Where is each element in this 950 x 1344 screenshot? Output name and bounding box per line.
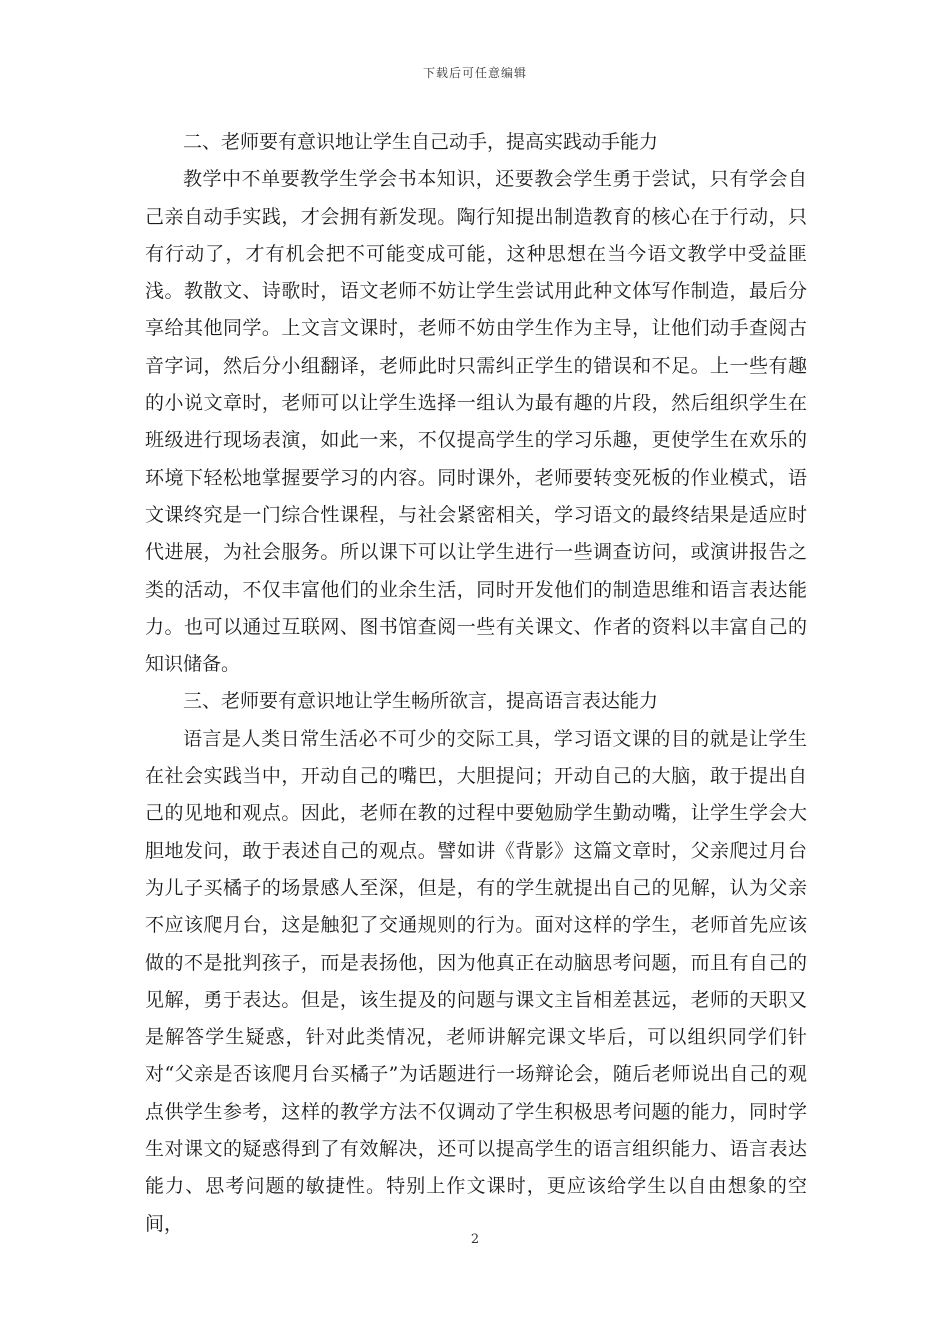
section-heading: 三、老师要有意识地让学生畅所欲言，提高语言表达能力 xyxy=(183,690,659,713)
page-number: 2 xyxy=(470,1232,480,1247)
section-paragraph: 教学中不单要教学生学会书本知识，还要教会学生勇于尝试，只有学会自己亲自动手实践，才会拥有新发现。陶行知提出制造教育的核心在于行动，只有行动了，才有机会把不可能变成可能，这种思想在当今语文教学中受益匪浅。教散文、诗歌时，语文老师不妨让学生尝试用此种文体写作制造，最后分享给其他同学。上文言文课时，老师不妨由学生作为主导，让他们动手查阅古音字词，然后分小组翻译，老师此时只需纠正学生的错误和不足。上一些有趣的小说文章时，老师可以让学生选择一组认为最有趣的片段，然后组织学生在班级进行现场表演，如此一来，不仅提高学生的学习乐趣，更使学生在欢乐的环境下轻松地掌握要学习的内容。同时课外，老师要转变死板的作业模式，语文课终究是一门综合性课程，与社会紧密相关，学习语文的最终结果是适应时代进展，为社会服务。所以课下可以让学生进行一些调查访问，或演讲报告之类的活动，不仅丰富他们的业余生活，同时开发他们的制造思维和语言表达能力。也可以通过互联网、图书馆查阅一些有关课文、作者的资料以丰富自己的知识储备。 xyxy=(145,168,807,676)
page-header: 下载后可任意编辑 xyxy=(422,66,527,80)
section-heading: 二、老师要有意识地让学生自己动手，提高实践动手能力 xyxy=(183,131,659,153)
document-body xyxy=(145,124,807,1243)
section-paragraph: 语言是人类日常生活必不可少的交际工具，学习语文课的目的就是让学生在社会实践当中，开动自己的嘴巴，大胆提问；开动自己的大脑，敢于提出自己的见地和观点。因此，老师在教的过程中要勉励学生勤动嘴，让学生学会大胆地发问，敢于表述自己的观点。譬如讲《背影》这篇文章时，父亲爬过月台为儿子买橘子的场景感人至深，但是，有的学生就提出自己的见解，认为父亲不应该爬月台，这是触犯了交通规则的行为。面对这样的学生，老师首先应该做的不是批判孩子，而是表扬他，因为他真正在动脑思考问题，而且有自己的见解，勇于表达。但是，该生提及的问题与课文主旨相差甚远，老师的天职又是解答学生疑惑，针对此类情况，老师讲解完课文毕后，可以组织同学们针对“父亲是否该爬月台买橘子”为话题进行一场辩论会，随后老师说出自己的观点供学生参考，这样的教学方法不仅调动了学生积极思考问题的能力，同时学生对课文的疑惑得到了有效解决，还可以提高学生的语言组织能力、语言表达能力、思考问题的敏捷性。特别上作文课时，更应该给学生以自由想象的空间， xyxy=(145,727,807,1235)
